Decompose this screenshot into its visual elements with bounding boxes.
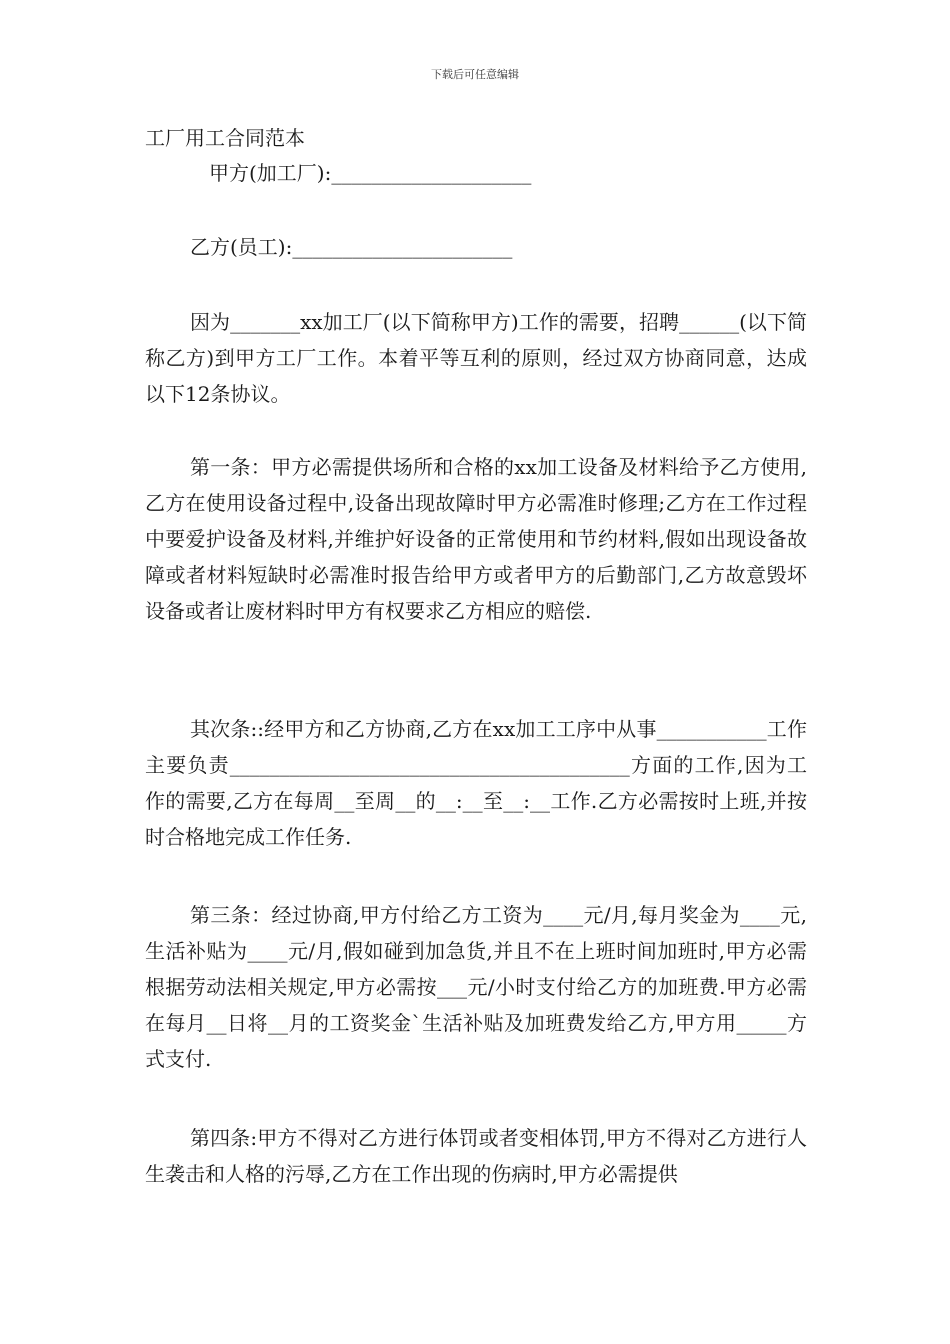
article-1-paragraph: 第一条：甲方必需提供场所和合格的xx加工设备及材料给予乙方使用,乙方在使用设备过程中,设备出现故障时甲方必需准时修理;乙方在工作过程中要爱护设备及材料,并维护好设备的正常使用和节约材料,假如出现设备故障或者材料短缺时必需准时报告给甲方或者甲方的后勤部门,乙方故意毁坏设备或者让废材料时甲方有权要求乙方相应的赔偿. bbox=[145, 455, 807, 623]
party-a-field: 甲方(加工厂):____________________ bbox=[209, 161, 532, 185]
party-b-field: 乙方(员工):______________________ bbox=[190, 235, 513, 259]
header-note: 下载后可任意编辑 bbox=[431, 68, 519, 81]
document-title: 工厂用工合同范本 bbox=[145, 126, 305, 150]
article-4-paragraph: 第四条:甲方不得对乙方进行体罚或者变相体罚,甲方不得对乙方进行人生袭击和人格的污辱,乙方在工作出现的伤病时,甲方必需提供 bbox=[145, 1126, 807, 1186]
article-3-paragraph: 第三条：经过协商,甲方付给乙方工资为____元/月,每月奖金为____元,生活补贴为____元/月,假如碰到加急货,并且不在上班时间加班时,甲方必需根据劳动法相关规定,甲方必需按___元/小时支付给乙方的加班费.甲方必需在每月__日将__月的工资奖金`生活补贴及加班费发给乙方,甲方用_____方式支付. bbox=[145, 903, 807, 1071]
article-2-paragraph: 其次条::经甲方和乙方协商,乙方在xx加工工序中从事___________工作主要负责________________________________________方面的工作,因为工作的需要,乙方在每周__至周__的__:__至__:__工作.乙方必需按时上班,并按时合格地完成工作任务. bbox=[145, 717, 807, 849]
intro-paragraph: 因为_______xx加工厂(以下简称甲方)工作的需要，招聘______(以下简称乙方)到甲方工厂工作。本着平等互利的原则，经过双方协商同意，达成以下12条协议。 bbox=[145, 310, 807, 406]
